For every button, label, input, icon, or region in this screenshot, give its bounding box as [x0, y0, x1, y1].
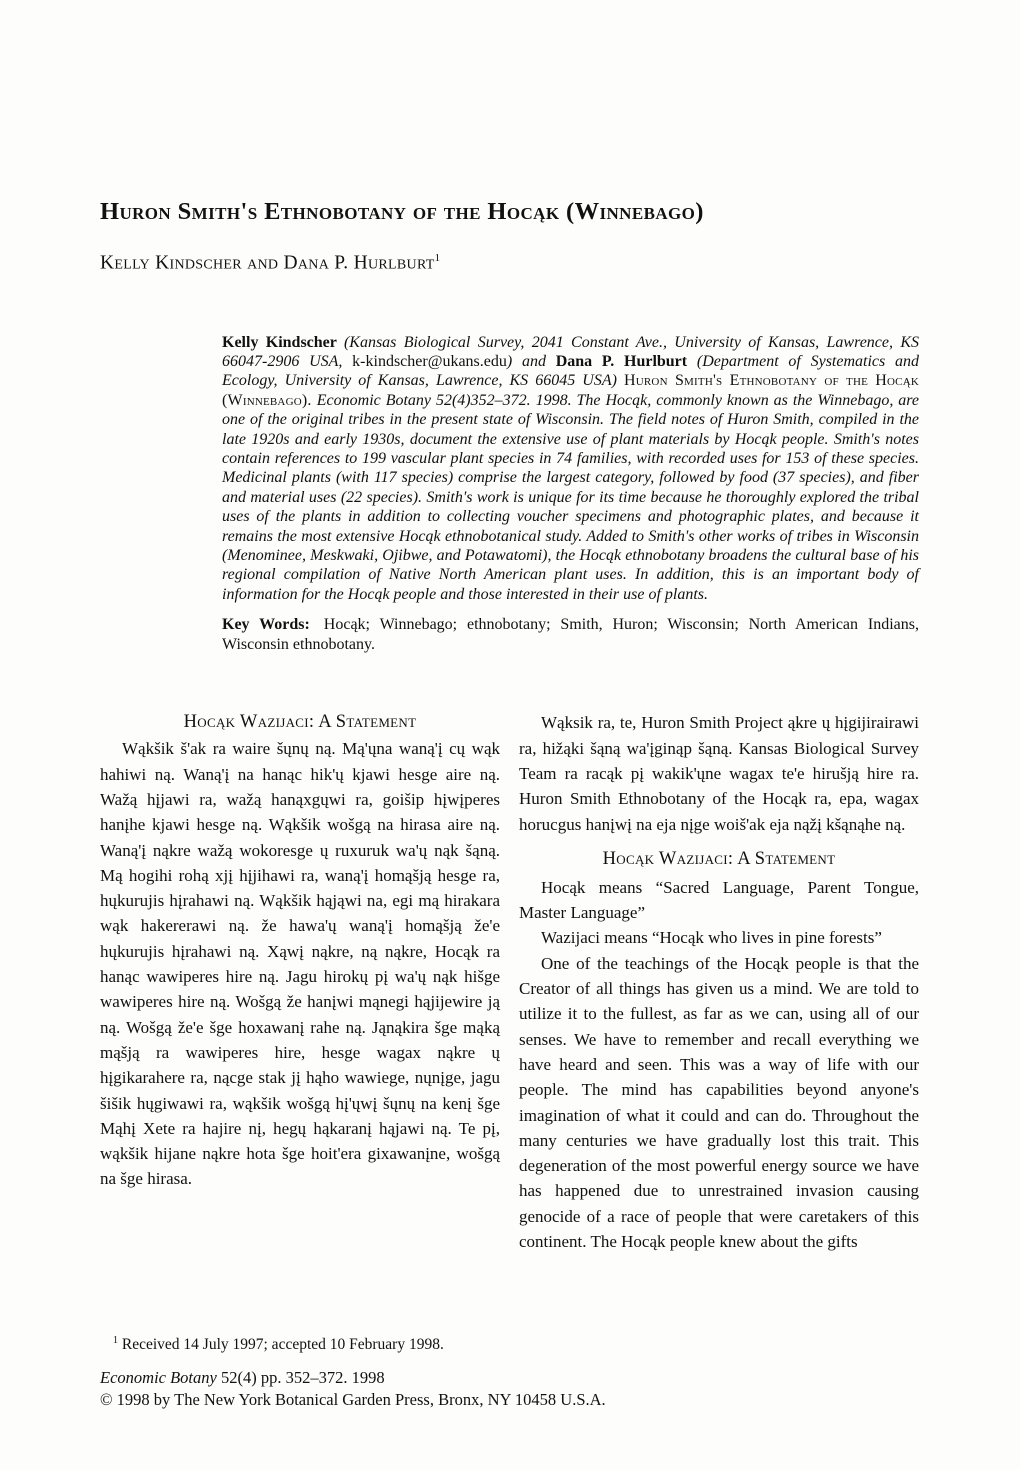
article-title: Huron Smith's Ethnobotany of the Hocąk (Winnebago) [100, 198, 704, 225]
body-columns [100, 710, 920, 1355]
left-column [100, 710, 500, 1355]
section-heading-hocak-wazijaci-1: Hocąk Wazijaci: A Statement [183, 712, 417, 733]
copyright-line: © 1998 by The New York Botanical Garden Press, Bronx, NY 10458 U.S.A. [100, 1389, 606, 1409]
journal-name: Economic Botany [100, 1368, 217, 1388]
authors-footnote-mark: 1 [434, 252, 441, 264]
keywords-text: Hocąk; Winnebago; ethnobotany; Smith, Huron; Wisconsin; North American Indians, Wisconsin ethnobotany. [222, 616, 919, 653]
abstract-paragraph [222, 333, 919, 605]
hocak-statement-continued-paragraph: Wąksik ra, te, Huron Smith Project ąkre ų hįgijirairawi ra, hižąki šąną wa'įginąp šąną. Kansas Biological Survey Team ra racąk pį wakik'ųne wagax te'e hirušją hire ra. Huron Smith Ethnobotany of the Hocąk ra, epa, wagax horucgus hanįwį na eja nįge woiš'ak eja nąžį kšąnąhe ną. [519, 713, 919, 834]
section-heading-hocak-wazijaci-2: Hocąk Wazijaci: A Statement [602, 848, 836, 869]
keywords-block [222, 615, 919, 654]
right-column [519, 710, 919, 1355]
authors-names: Kelly Kindscher and Dana P. Hurlburt [100, 252, 435, 274]
journal-citation-line [100, 1367, 920, 1389]
journal-issue-pages: 52(4) pp. 352–372. 1998 [216, 1368, 385, 1388]
author2-affiliation: (Department of Systematics and Ecology, University of Kansas, Lawrence, KS 66045 USA) [222, 352, 919, 390]
teachings-paragraph: One of the teachings of the Hocąk people is that the Creator of all things has given us a mind. We are told to utilize it to the fullest, as far as we can, using all of our senses. We have to remember and recall everything we have heard and seen. This was a way of life with our people. The mind has capabilities beyond anyone's imagination of what it could and can do. Throughout the many centuries we have gradually lost this trait. This degeneration of the most powerful energy source we have has happened due to unrestrained invasion causing genocide of a race of people that were caretakers of this continent. The Hocąk people knew about the gifts [519, 953, 919, 1252]
footnote-mark: 1 [113, 1335, 118, 1347]
hocak-meaning-paragraph: Hocąk means “Sacred Language, Parent Tongue, Master Language” [519, 877, 919, 923]
abstract-and-connector: ) and [506, 352, 556, 370]
keywords-label: Key Words: [222, 616, 310, 634]
footnote-text: Received 14 July 1997; accepted 10 February 1998. [121, 1336, 444, 1354]
author1-affiliation: (Kansas Biological Survey, 2041 Constant Ave., University of Kansas, Lawrence, KS 66047-2906 USA, [222, 333, 920, 370]
received-accepted-footnote [100, 1302, 500, 1355]
abstract-citation-and-body: Economic Botany 52(4)352–372. 1998. The Hocąk, commonly known as the Winnebago, are one of the original tribes in the present state of Wisconsin. The field notes of Huron Smith, compiled in the late 1920s and early 1930s, document the extensive use of plant materials by Hocąk people. Smith's notes contain references to 199 vascular plant species in 74 families, with recorded uses for 153 of these species. Medicinal plants (with 117 species) comprise the largest category, followed by food (37 species), and fiber and material uses (22 species). Smith's work is unique for its time because he thoroughly explored the tribal uses of the plants in addition to collecting voucher specimens and photographic plates, and because it remains the most extensive Hocąk ethnobotanical study. Added to Smith's other works of tribes in Wisconsin (Menominee, Meskwaki, Ojibwe, and Potawatomi), the Hocąk ethnobotany broadens the cultural base of his regional compilation of Native North American plant uses. In addition, this is an important body of information for the Hocąk people and those interested in their use of plants. [222, 391, 920, 603]
author1-name: Kelly Kindscher [222, 333, 344, 351]
wazijaci-meaning-paragraph: Wazijaci means “Hocąk who lives in pine forests” [541, 928, 882, 948]
journal-footer [100, 1367, 920, 1410]
abstract-running-title: Huron Smith's Ethnobotany of the Hocąk (Winnebago). [222, 372, 919, 409]
author2-name: Dana P. Hurlburt [555, 352, 697, 370]
hocak-statement-paragraph: Wąkšik š'ak ra waire šųnų ną. Mą'ųna waną'į cų wąk hahiwi ną. Waną'į na hanąc hik'ų kjawi hesge aire ną. Wažą hįjawi ra, wažą hanąxgųwi ra, goišip hįwįperes hanįhe kjawi hesge ną. Wąkšik wošgą na hirasa aire ną. Waną'į nąkre wažą wokoresge ų ruxuruk wa'ų nąk šąną. Mą hogihi rohą xjį hįjihawi ra, waną'į homąšją hesge ra, hųkurujis hįrahawi ną. Wąkšik hąjąwi na, egi mą hirakara wąk hakererawi ną. že hawa'ų waną'į homąšją že'e hųkurujis hįrahawi ną. Xąwį nąkre, ną nąkre, Hocąk ra hanąc wawiperes hire ną. Jagu hirokų pį wa'ų nąk hišge wawiperes hire ną. Wošgą že hanįwi mąnegi hąjijewire ją ną. Wošgą že'e šge hoxawanį rahe ną. Jąnąkira šge mąką mąšją ra wawiperes hire, hesge wagax nąkre ų hįgikarahere ra, nącge stak jį hąho wawiege, nųnįge, jagu šišik hųgiwawi ra, wąkšik wošgą hį'ųwį šųnų na kenį šge Mąhį Xete ra hajire nį, hegų hąkaranį hąjawi ną. Te pį, wąkšik hijane nąkre hota šge hoit'era gixawanįne, wošgą na šge hirasa. [100, 739, 500, 1189]
article-authors [100, 252, 920, 275]
author1-email: k-kindscher@ukans.edu [352, 352, 507, 370]
